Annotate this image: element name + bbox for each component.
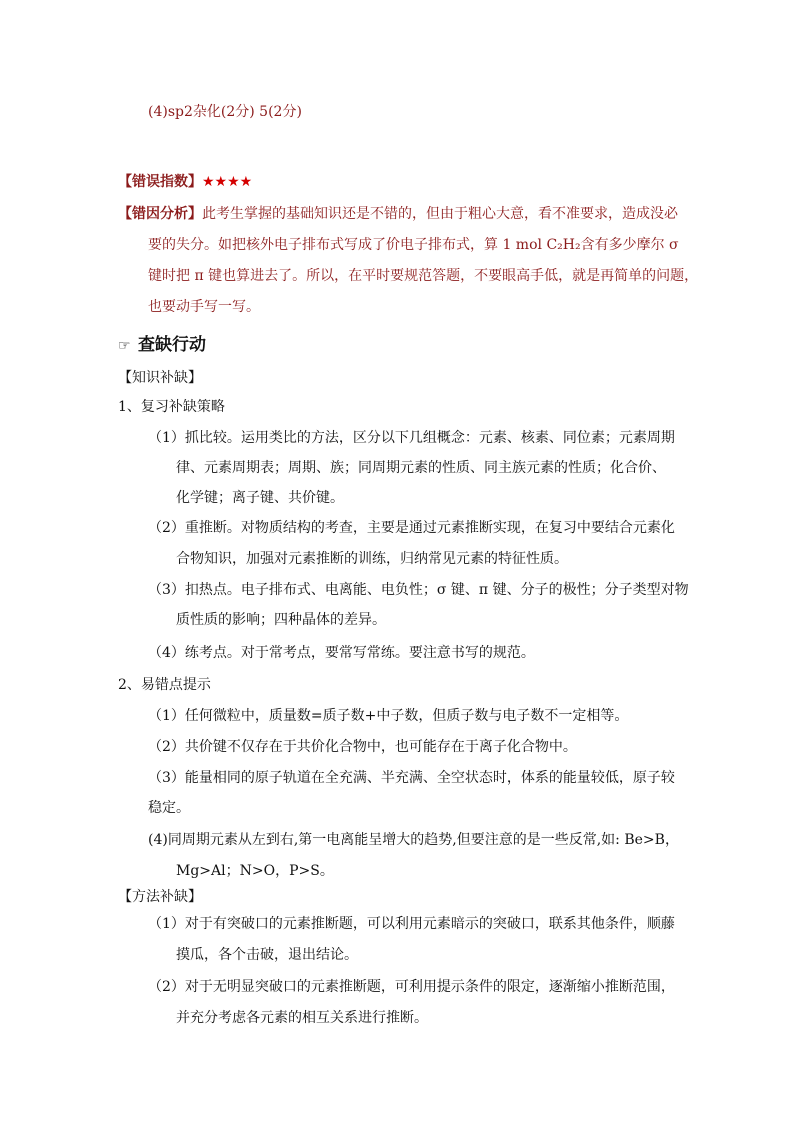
error-analysis-line-1 (118, 204, 678, 224)
pitfall-3-line-1: （3）能量相同的原子轨道在全充满、半充满、全空状态时，体系的能量较低，原子较 (148, 770, 675, 786)
strategy-3-line-1: （3）扣热点。电子排布式、电离能、电负性；σ 键、π 键、分子的极性；分子类型对物 (148, 582, 689, 598)
error-index-label: 【错误指数】 (118, 174, 202, 190)
knowledge-label: 【知识补缺】 (118, 370, 202, 386)
error-analysis-text-1: 此考生掌握的基础知识还是不错的，但由于粗心大意，看不准要求，造成没必 (202, 206, 678, 222)
section-heading (118, 335, 206, 356)
error-analysis-line-2: 要的失分。如把核外电子排布式写成了价电子排布式，算 1 mol C₂H₂含有多少摩尔 σ (148, 237, 679, 253)
star-rating-icon: ★★★★ (202, 174, 253, 190)
error-index-row (118, 172, 252, 192)
section-title: 查缺行动 (138, 335, 206, 355)
strategy-2-line-2: 合物知识，加强对元素推断的训练，归纳常见元素的特征性质。 (176, 551, 568, 567)
method-2-line-2: 并充分考虑各元素的相互关系进行推断。 (176, 1010, 428, 1026)
answer-line: (4)sp2杂化(2分) 5(2分) (148, 104, 302, 120)
error-analysis-label: 【错因分析】 (118, 206, 202, 222)
method-label: 【方法补缺】 (118, 889, 202, 905)
pointing-hand-icon: ☞ (118, 338, 129, 354)
error-analysis-line-4: 也要动手写一写。 (148, 299, 260, 315)
pitfall-4-line-2: Mg>Al；N>O，P>S。 (176, 863, 334, 879)
pitfall-4-line-1: (4)同周期元素从左到右,第一电离能呈增大的趋势,但要注意的是一些反常,如: Be>B， (148, 832, 679, 848)
method-1-line-1: （1）对于有突破口的元素推断题，可以利用元素暗示的突破口，联系其他条件，顺藤 (148, 916, 675, 932)
knowledge-heading-1: 1、复习补缺策略 (118, 399, 225, 415)
strategy-4-line-1: （4）练考点。对于常考点，要常写常练。要注意书写的规范。 (148, 645, 535, 661)
knowledge-heading-2: 2、易错点提示 (118, 677, 211, 693)
strategy-1-line-2: 律、元素周期表；周期、族；同周期元素的性质、同主族元素的性质；化合价、 (176, 460, 666, 476)
strategy-3-line-2: 质性质的影响；四种晶体的差异。 (176, 612, 386, 628)
pitfall-2: （2）共价键不仅存在于共价化合物中，也可能存在于离子化合物中。 (148, 739, 577, 755)
method-2-line-1: （2）对于无明显突破口的元素推断题，可利用提示条件的限定，逐渐缩小推断范围， (148, 979, 675, 995)
strategy-1-line-1: （1）抓比较。运用类比的方法，区分以下几组概念：元素、核素、同位素；元素周期 (148, 430, 675, 446)
strategy-2-line-1: （2）重推断。对物质结构的考查，主要是通过元素推断实现，在复习中要结合元素化 (148, 520, 675, 536)
pitfall-1: （1）任何微粒中，质量数=质子数+中子数，但质子数与电子数不一定相等。 (148, 708, 629, 724)
strategy-1-line-3: 化学键；离子键、共价键。 (176, 490, 344, 506)
method-1-line-2: 摸瓜，各个击破，退出结论。 (176, 947, 358, 963)
error-analysis-line-3: 键时把 π 键也算进去了。所以，在平时要规范答题，不要眼高手低，就是再简单的问题， (148, 268, 699, 284)
pitfall-3-line-2: 稳定。 (148, 800, 190, 816)
